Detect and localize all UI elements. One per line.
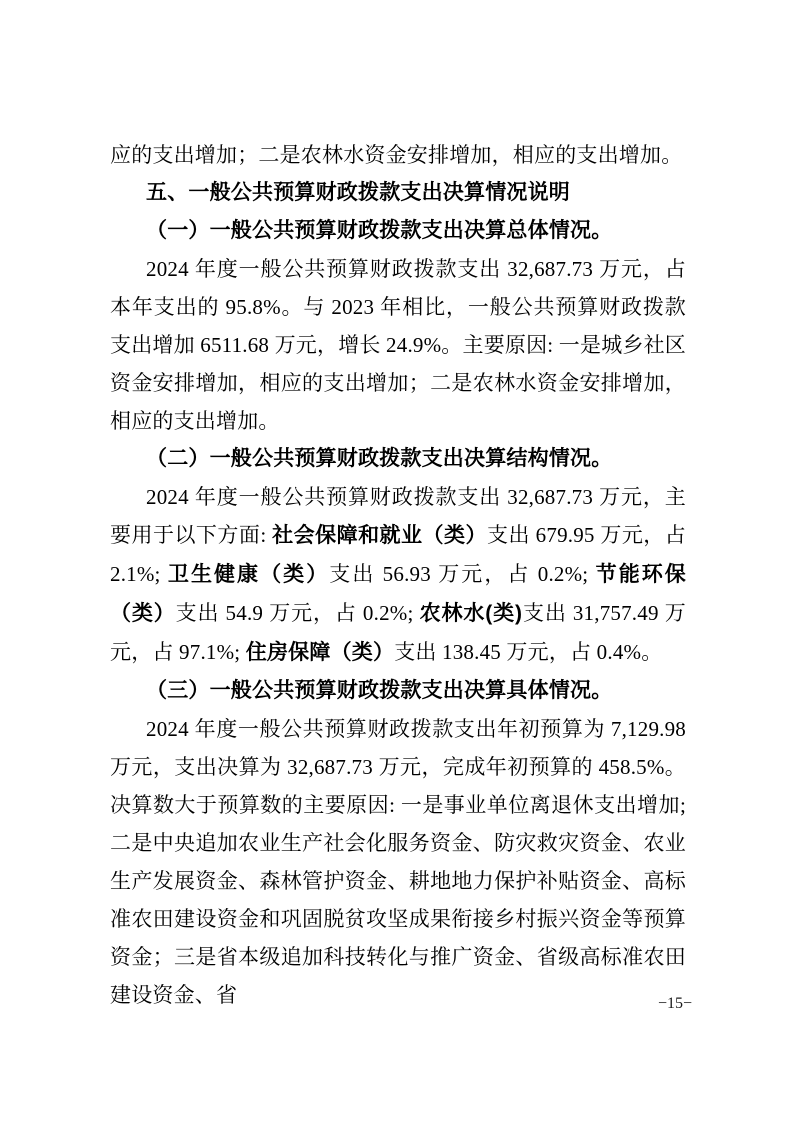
bold-text-run: 住房保障（类）	[245, 641, 395, 664]
para-structure-situation	[110, 478, 686, 672]
text-run: 支出 31,757.49 万元，占 97.1%;	[110, 601, 686, 664]
bold-text-run: （二）一般公共预算财政拨款支出决算结构情况。	[146, 447, 613, 470]
text-run: 2024 年度一般公共预算财政拨款支出 32,687.73 万元，占本年支出的 95.8%。与 2023 年相比，一般公共预算财政拨款支出增加 6511.68 万元，增长 24.9%。主要原因: 一是城乡社区资金安排增加，相应的支出增加；二是农林水资金安排增加，相应的支出增加。	[110, 257, 686, 433]
page-number: −15−	[657, 995, 692, 1012]
bold-text-run: 卫生健康（类）	[167, 563, 330, 586]
bold-text-run: 五、一般公共预算财政拨款支出决算情况说明	[146, 181, 570, 204]
text-run: 支出 56.93 万元，占 0.2%;	[329, 562, 596, 586]
text-run: 2024 年度一般公共预算财政拨款支出年初预算为 7,129.98 万元，支出决算为 32,687.73 万元，完成年初预算的 458.5%。决算数大于预算数的主要原因: 一是事业单位离退休支出增加; 二是中央追加农业生产社会化服务资金、防灾救灾资金、农业生产发展资金、森林管护资金、耕地地力保护补贴资金、高标准农田建设资金和巩固脱贫攻坚成果衔接乡村振兴资金等预算资金；三是省本级追加科技转化与推广资金、省级高标准农田建设资金、省	[110, 717, 686, 1007]
text-run: 支出 138.45 万元，占 0.4%。	[394, 640, 663, 664]
document-text-body	[110, 136, 686, 1014]
para-overall-situation	[110, 250, 686, 440]
text-run: 支出 679.95 万元，占 2.1%;	[110, 523, 686, 586]
text-run: 2024 年度一般公共预算财政拨款支出 32,687.73 万元，主要用于以下方面:	[110, 485, 686, 547]
text-run: 应的支出增加；二是农林水资金安排增加，相应的支出增加。	[110, 143, 683, 167]
para-carryover-from-previous-page	[110, 136, 686, 174]
heading-subsection-1	[110, 212, 686, 250]
bold-text-run: （一）一般公共预算财政拨款支出决算总体情况。	[146, 219, 613, 242]
heading-subsection-3	[110, 672, 686, 710]
heading-section-5	[110, 174, 686, 212]
bold-text-run: 节能环保（类）	[110, 563, 687, 625]
para-specific-situation	[110, 710, 686, 1014]
bold-text-run: 社会保障和就业（类）	[272, 524, 487, 547]
bold-text-run: 农林水(类)	[419, 602, 523, 625]
heading-subsection-2	[110, 440, 686, 478]
bold-text-run: （三）一般公共预算财政拨款支出决算具体情况。	[146, 679, 613, 702]
text-run: 支出 54.9 万元，占 0.2%;	[175, 601, 420, 625]
